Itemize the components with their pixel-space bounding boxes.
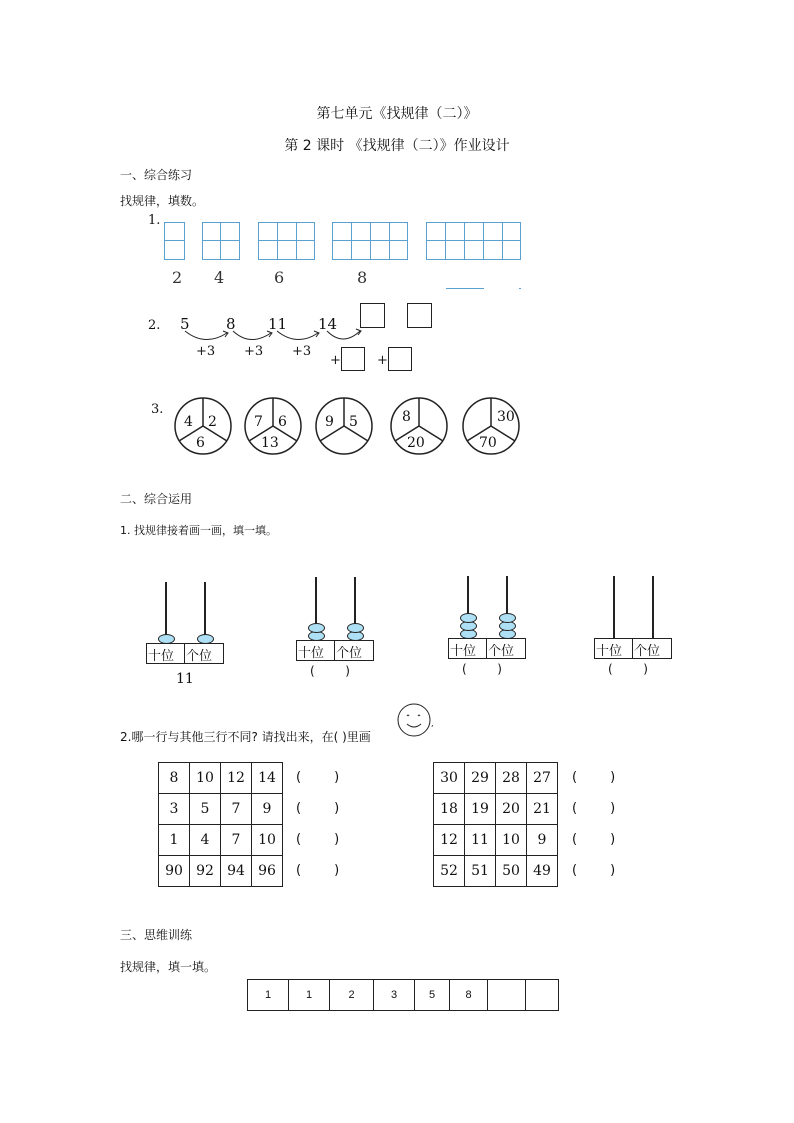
left-grid-cell: 9 bbox=[252, 794, 283, 825]
left-row-3-answer-paren[interactable]: ( ) bbox=[296, 832, 340, 847]
circle-1-value-b: 2 bbox=[208, 414, 217, 430]
circle-1-value-c: 6 bbox=[196, 435, 205, 451]
circle-1-value-a: 4 bbox=[184, 414, 193, 430]
right-grid-cell: 50 bbox=[496, 856, 527, 887]
section3-instruction: 找规律，填一填。 bbox=[120, 960, 217, 974]
right-grid-cell: 51 bbox=[465, 856, 496, 887]
sequence-cell: 8 bbox=[450, 980, 488, 1011]
left-grid-row-4 bbox=[159, 856, 283, 887]
section1-heading: 一、综合练习 bbox=[120, 168, 193, 182]
right-row-4-answer-paren[interactable]: ( ) bbox=[572, 863, 616, 878]
right-grid-cell: 18 bbox=[434, 794, 465, 825]
ones-label: 个位 bbox=[186, 649, 213, 664]
abacus-bead bbox=[347, 623, 364, 633]
left-grid-cell: 3 bbox=[159, 794, 190, 825]
answer-blank-mark bbox=[519, 288, 521, 289]
svg-text:,: , bbox=[431, 719, 434, 728]
left-grid-cell: 5 bbox=[190, 794, 221, 825]
smiley-face-icon bbox=[396, 702, 436, 740]
circle-3-value-b: 5 bbox=[349, 414, 358, 430]
right-grid-row-1 bbox=[434, 763, 558, 794]
right-grid-cell: 21 bbox=[527, 794, 558, 825]
sequence-cell: 1 bbox=[289, 980, 330, 1011]
abacus-bead bbox=[308, 623, 325, 633]
tens-label: 十位 bbox=[450, 644, 477, 659]
step-label-3: +3 bbox=[292, 344, 312, 359]
right-grid-cell: 28 bbox=[496, 763, 527, 794]
abacus-answer-paren[interactable]: ( ) bbox=[310, 664, 350, 678]
left-grid-cell: 14 bbox=[252, 763, 283, 794]
sequence-cell: 1 bbox=[248, 980, 289, 1011]
left-grid-cell: 4 bbox=[190, 825, 221, 856]
left-grid-cell: 10 bbox=[252, 825, 283, 856]
section3-heading: 三、思维训练 bbox=[120, 928, 193, 942]
circle-2-value-a: 7 bbox=[254, 414, 263, 430]
seq-value-2: 8 bbox=[226, 315, 236, 333]
right-grid-cell: 12 bbox=[434, 825, 465, 856]
circle-5-value-c: 70 bbox=[479, 435, 497, 451]
abacus-value-1: 11 bbox=[176, 671, 194, 687]
sequence-cell: 2 bbox=[330, 980, 374, 1011]
circle-5-value-b: 30 bbox=[497, 409, 515, 425]
seq-value-4: 14 bbox=[318, 315, 338, 333]
circle-3-value-a: 9 bbox=[325, 414, 334, 430]
left-grid-cell: 10 bbox=[190, 763, 221, 794]
seq-value-3: 11 bbox=[268, 315, 288, 333]
answer-box-step-1[interactable] bbox=[341, 347, 365, 371]
page-subtitle: 第 2 课时 《找规律（二）》作业设计 bbox=[284, 138, 510, 154]
answer-box-step-2[interactable] bbox=[388, 347, 412, 371]
grid-label-1: 2 bbox=[172, 268, 183, 287]
sequence-table bbox=[247, 979, 559, 1011]
left-grid-cell: 92 bbox=[190, 856, 221, 887]
left-number-grid bbox=[158, 762, 283, 887]
q2-number: 2. bbox=[148, 318, 161, 333]
left-grid-row-3 bbox=[159, 825, 283, 856]
right-grid-cell: 20 bbox=[496, 794, 527, 825]
grid-label-2: 4 bbox=[214, 268, 225, 287]
tens-label: 十位 bbox=[596, 644, 623, 659]
right-grid-cell: 11 bbox=[465, 825, 496, 856]
sequence-cell: 3 bbox=[374, 980, 415, 1011]
abacus-answer-paren[interactable]: ( ) bbox=[462, 662, 502, 676]
step-arcs bbox=[175, 325, 365, 345]
answer-box-seq-2[interactable] bbox=[407, 303, 432, 328]
left-grid-cell: 12 bbox=[221, 763, 252, 794]
circle-4-value-c: 20 bbox=[407, 435, 425, 451]
section2-q1-text: 1. 找规律接着画一画，填一填。 bbox=[120, 524, 277, 537]
left-row-2-answer-paren[interactable]: ( ) bbox=[296, 801, 340, 816]
sequence-blank-cell[interactable] bbox=[488, 980, 526, 1011]
right-row-1-answer-paren[interactable]: ( ) bbox=[572, 770, 616, 785]
plus-sign-1: + bbox=[330, 353, 341, 368]
left-grid-cell: 1 bbox=[159, 825, 190, 856]
ones-label: 个位 bbox=[336, 646, 363, 661]
right-grid-cell: 27 bbox=[527, 763, 558, 794]
ones-label: 个位 bbox=[488, 644, 515, 659]
sequence-cell: 5 bbox=[415, 980, 450, 1011]
section1-instruction: 找规律，填数。 bbox=[120, 194, 205, 208]
section2-heading: 二、综合运用 bbox=[120, 492, 193, 506]
right-grid-cell: 9 bbox=[527, 825, 558, 856]
right-grid-cell: 29 bbox=[465, 763, 496, 794]
right-grid-cell: 30 bbox=[434, 763, 465, 794]
left-grid-cell: 7 bbox=[221, 825, 252, 856]
q3-number: 3. bbox=[151, 402, 164, 417]
section2-q2-text: 2.哪一行与其他三行不同? 请找出来，在( )里画 bbox=[120, 730, 371, 744]
left-row-4-answer-paren[interactable]: ( ) bbox=[296, 863, 340, 878]
abacus-answer-paren[interactable]: ( ) bbox=[608, 662, 648, 676]
plus-sign-2: + bbox=[377, 353, 388, 368]
ones-label: 个位 bbox=[634, 644, 661, 659]
circle-2-value-b: 6 bbox=[278, 414, 287, 430]
step-label-1: +3 bbox=[196, 344, 216, 359]
left-grid-row-2 bbox=[159, 794, 283, 825]
circle-4-value-a: 8 bbox=[402, 409, 411, 425]
left-grid-cell: 8 bbox=[159, 763, 190, 794]
abacus-bead bbox=[499, 613, 516, 623]
abacus-bead bbox=[460, 613, 477, 623]
seq-value-1: 5 bbox=[180, 315, 190, 333]
right-grid-cell: 49 bbox=[527, 856, 558, 887]
left-grid-cell: 94 bbox=[221, 856, 252, 887]
right-number-grid bbox=[433, 762, 558, 887]
left-grid-cell: 90 bbox=[159, 856, 190, 887]
circle-2-value-c: 13 bbox=[261, 435, 279, 451]
right-grid-cell: 52 bbox=[434, 856, 465, 887]
step-label-2: +3 bbox=[244, 344, 264, 359]
right-grid-row-3 bbox=[434, 825, 558, 856]
grid-label-3: 6 bbox=[274, 268, 285, 287]
sequence-blank-cell[interactable] bbox=[526, 980, 559, 1011]
left-grid-cell: 96 bbox=[252, 856, 283, 887]
q1-number: 1. bbox=[148, 213, 161, 228]
tens-label: 十位 bbox=[298, 646, 325, 661]
page-title: 第七单元《找规律（二）》 bbox=[316, 106, 478, 122]
right-row-3-answer-paren[interactable]: ( ) bbox=[572, 832, 616, 847]
right-grid-cell: 19 bbox=[465, 794, 496, 825]
left-grid-row-1 bbox=[159, 763, 283, 794]
answer-blank-line[interactable] bbox=[446, 288, 484, 289]
grid-label-4: 8 bbox=[357, 268, 368, 287]
left-grid-cell: 7 bbox=[221, 794, 252, 825]
right-row-2-answer-paren[interactable]: ( ) bbox=[572, 801, 616, 816]
left-row-1-answer-paren[interactable]: ( ) bbox=[296, 770, 340, 785]
right-grid-row-4 bbox=[434, 856, 558, 887]
right-grid-row-2 bbox=[434, 794, 558, 825]
right-grid-cell: 10 bbox=[496, 825, 527, 856]
tens-label: 十位 bbox=[148, 649, 175, 664]
answer-box-seq-1[interactable] bbox=[360, 303, 385, 328]
